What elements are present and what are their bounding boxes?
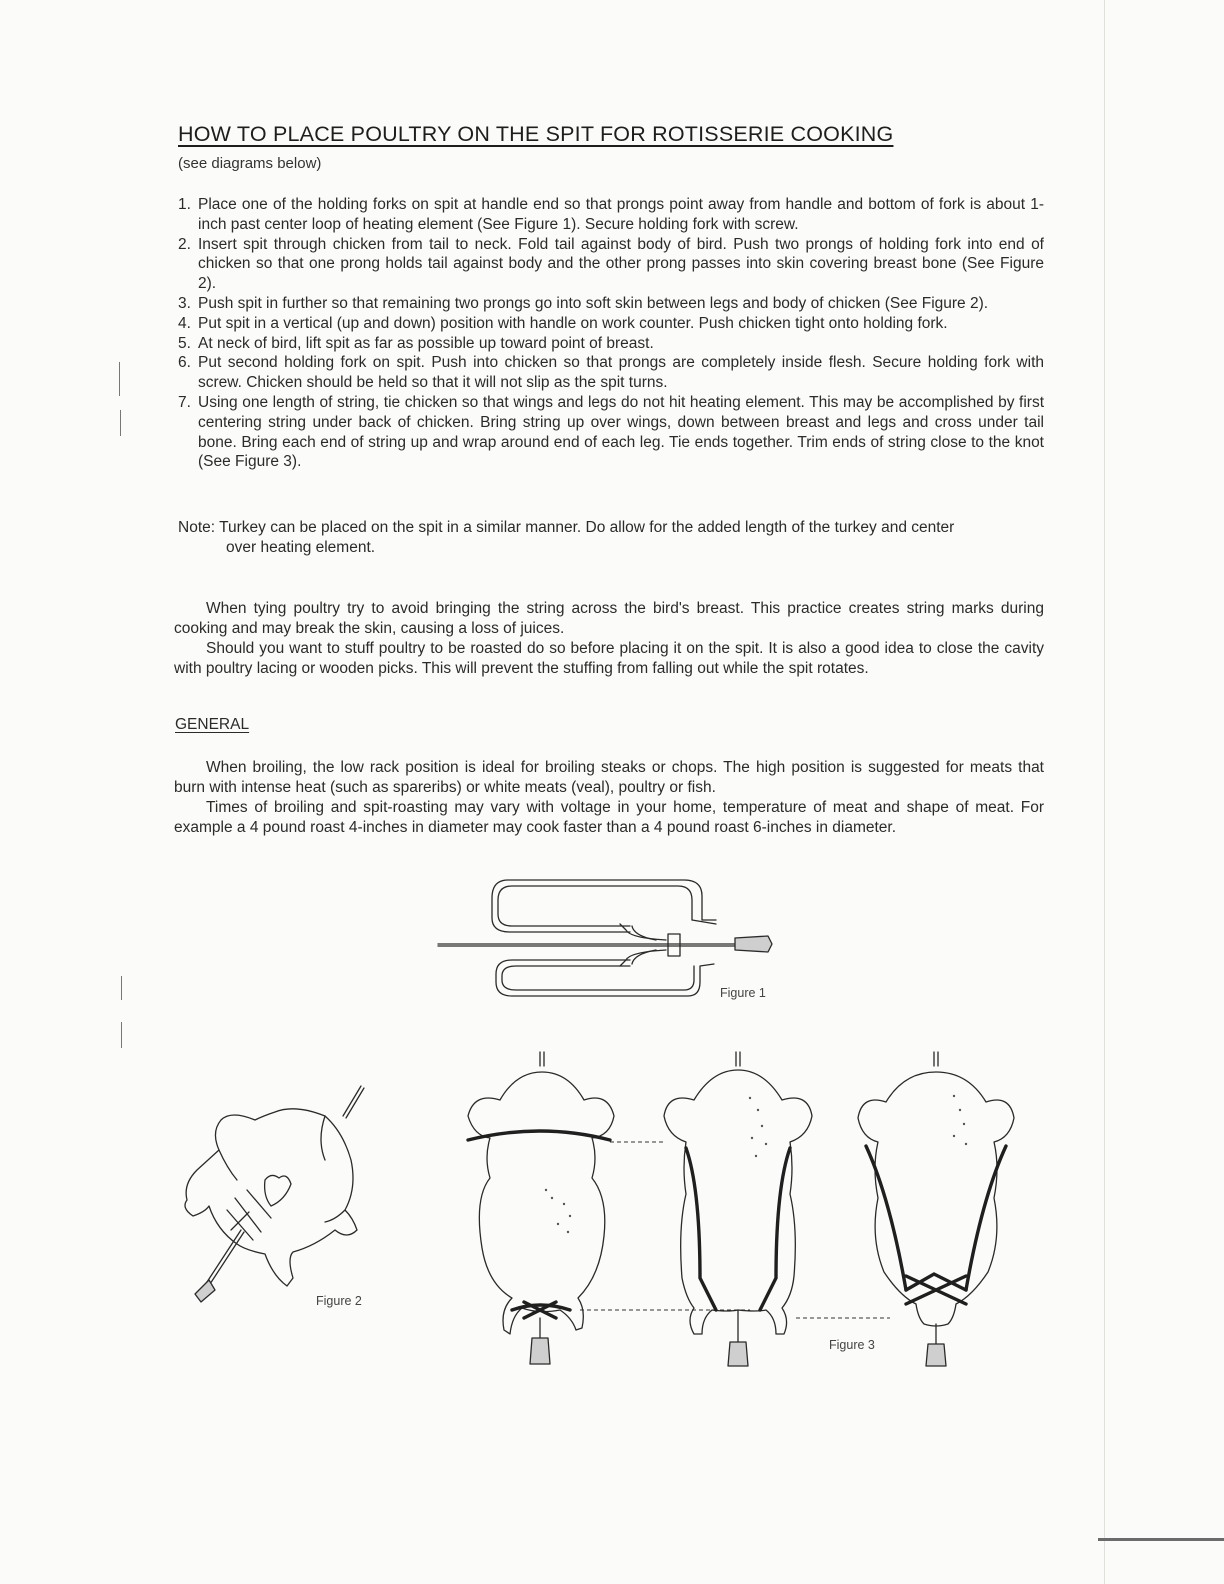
note-text: Turkey can be placed on the spit in a similar manner. Do allow for the added length of the turkey and center [219,519,955,536]
step-item [178,353,1044,393]
figure-3-diagram [460,1048,1020,1378]
step-text: Place one of the holding forks on spit at handle end so that prongs point away from handle and bottom of fork is about 1-inch past center loop of heating element (See Figure 1). Secure holding fork with screw. [198,196,1044,233]
step-text: Push spit in further so that remaining two prongs go into soft skin between legs and body of chicken (See Figure 2). [198,294,989,312]
trussed-chicken-view-3 [858,1052,1014,1366]
step-number: 1. [178,196,191,213]
step-number: 4. [178,314,191,332]
timing-paragraph: Times of broiling and spit-roasting may vary with voltage in your home, temperature of meat and shape of meat. For example a 4 pound roast 4-inches in diameter may cook faster than a 4 pound roast 6-inches in diameter. [174,799,1044,836]
holding-fork-illustration [620,924,666,966]
step-number: 6. [178,354,191,372]
step-item [178,235,1044,294]
step-text: Insert spit through chicken from tail to neck. Fold tail against body of bird. Push two prongs of holding fork into end of chicken so that one prong holds tail against body and the other prong passes into skin covering breast bone (See Figure 2). [198,235,1044,293]
figure-1-caption: Figure 1 [720,986,766,1000]
turkey-note [178,518,1044,558]
figure-2-diagram [175,1080,375,1310]
tying-paragraph: When tying poultry try to avoid bringing the string across the bird's breast. This practice creates string marks during cooking and may break the skin, causing a loss of juices. [174,600,1044,637]
note-label: Note: [178,519,216,536]
chicken-illustration [185,1109,357,1286]
step-number: 3. [178,294,191,312]
scan-mark [121,1022,122,1048]
page-subtitle: (see diagrams below) [178,155,322,172]
step-item [178,314,1044,334]
step-item [178,294,1044,314]
page-edge-shadow [1098,1538,1224,1541]
heating-element-illustration [492,880,716,996]
trussed-chicken-view-1 [468,1052,614,1364]
trussed-chicken-view-2 [664,1052,812,1366]
stuffing-paragraph: Should you want to stuff poultry to be roasted do so before placing it on the spit. It is also a good idea to close the cavity with poultry lacing or wooden picks. This will prevent the stuffing from falling out while the spit rotates. [174,640,1044,677]
step-item [178,393,1044,472]
spit-and-fork-illustration [195,1086,364,1302]
step-text: Put second holding fork on spit. Push into chicken so that prongs are completely inside flesh. Secure holding fork with screw. Chicken should be held so that it will not slip as the spit turns. [198,354,1044,392]
figure-2-caption: Figure 2 [316,1294,362,1308]
instruction-steps [178,195,1044,472]
step-number: 5. [178,334,191,352]
scan-mark [121,976,122,1000]
step-number: 7. [178,393,191,411]
step-text: Put spit in a vertical (up and down) position with handle on work counter. Push chicken tight onto holding fork. [198,314,948,332]
step-text: Using one length of string, tie chicken so that wings and legs do not hit heating element. This may be accomplished by first centering string under back of chicken. Bring string up over wings, down between breast and legs and cross under tail bone. Bring each end of string up and wrap around end of each leg. Tie ends together. Trim ends of string close to the knot (See Figure 3). [198,393,1044,471]
step-number: 2. [178,235,191,253]
spit-rod-illustration [438,934,772,956]
note-text-continued: over heating element. [226,539,376,556]
page-title: HOW TO PLACE POULTRY ON THE SPIT FOR ROTISSERIE COOKING [178,122,894,146]
general-heading: GENERAL [175,716,250,733]
broiling-paragraph: When broiling, the low rack position is ideal for broiling steaks or chops. The high position is suggested for meats that burn with intense heat (such as spareribs) or white meats (veal), poultry or fish. [174,759,1044,796]
step-item [178,334,1044,354]
scan-mark [120,410,121,436]
step-text: At neck of bird, lift spit as far as possible up toward point of breast. [198,334,654,352]
figure-3-caption: Figure 3 [829,1338,875,1352]
scan-mark [119,362,120,396]
step-item [178,195,1044,235]
page-edge-line [1104,0,1105,1584]
